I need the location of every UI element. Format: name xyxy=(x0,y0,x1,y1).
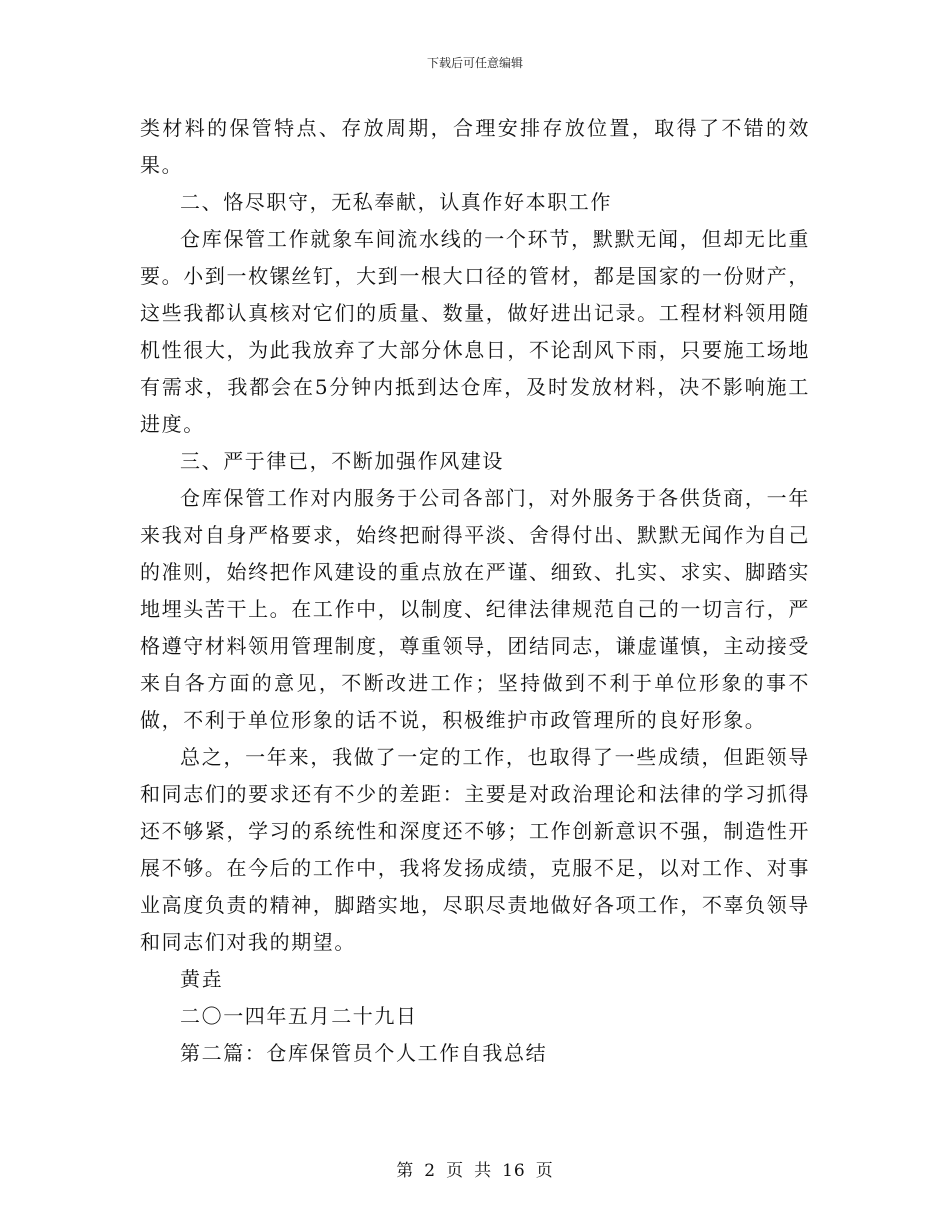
total-page-count: 16 xyxy=(502,1161,526,1181)
signature-name: 黄垚 xyxy=(180,967,224,991)
document-body xyxy=(140,110,810,1072)
next-article-title: 第二篇：仓库保管员个人工作自我总结 xyxy=(180,1041,548,1065)
paragraph-continued: 类材料的保管特点、存放周期，合理安排存放位置，取得了不错的效果。 xyxy=(140,116,810,177)
paragraph-section-3: 仓库保管工作对内服务于公司各部门，对外服务于各供货商，一年来我对自身严格要求，始终把耐得平淡、舍得付出、默默无闻作为自己的准则，始终把作风建设的重点放在严谨、细致、扎实、求实、脚踏实地埋头苦干上。在工作中，以制度、纪律法律规范自己的一切言行，严格遵守材料领用管理制度，尊重领导，团结同志，谦虚谨慎，主动接受来自各方面的意见，不断改进工作；坚持做到不利于单位形象的事不做，不利于单位形象的话不说，积极维护市政管理所的良好形象。 xyxy=(140,486,810,732)
section-heading-2: 二、恪尽职守，无私奉献，认真作好本职工作 xyxy=(180,190,612,214)
footer-label-di: 第 xyxy=(396,1161,415,1181)
current-page-number: 2 xyxy=(424,1161,437,1181)
footer-label-gong: 共 xyxy=(474,1161,493,1181)
footer-label-ye: 页 xyxy=(446,1161,465,1181)
paragraph-section-2: 仓库保管工作就象车间流水线的一个环节，默默无闻，但却无比重要。小到一枚镙丝钉，大到一根大口径的管材，都是国家的一份财产，这些我都认真核对它们的质量、数量，做好进出记录。工程材料领用随机性很大，为此我放弃了大部分休息日，不论刮风下雨，只要施工场地有需求，我都会在5分钟内抵到达仓库，及时发放材料，决不影响施工进度。 xyxy=(140,227,810,436)
header-note: 下载后可任意编辑 xyxy=(426,56,523,70)
footer-label-ye-2: 页 xyxy=(535,1161,554,1181)
paragraph-summary: 总之，一年来，我做了一定的工作，也取得了一些成绩，但距领导和同志们的要求还有不少的差距：主要是对政治理论和法律的学习抓得还不够紧，学习的系统性和深度还不够；工作创新意识不强，制造性开展不够。在今后的工作中，我将发扬成绩，克服不足，以对工作、对事业高度负责的精神，脚踏实地，尽职尽责地做好各项工作，不辜负领导和同志们对我的期望。 xyxy=(140,745,810,954)
signature-date: 二〇一四年五月二十九日 xyxy=(180,1004,418,1028)
section-heading-3: 三、严于律已，不断加强作风建设 xyxy=(180,449,504,473)
page-footer xyxy=(0,1156,950,1181)
